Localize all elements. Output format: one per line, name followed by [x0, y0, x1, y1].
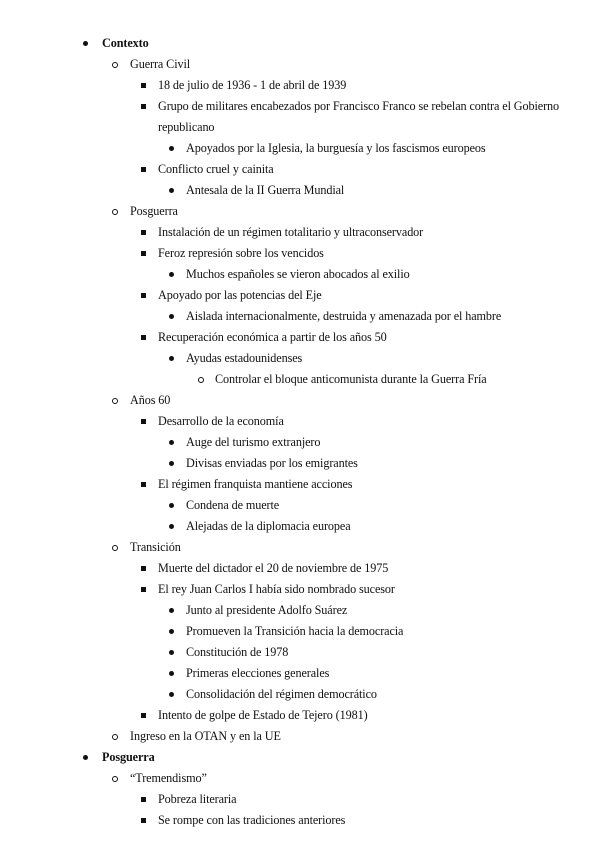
outline-item: Muchos españoles se vieron abocados al exilio [186, 267, 410, 281]
outline-item: Grupo de militares encabezados por Francisco Franco se rebelan contra el Gobierno republicano [158, 99, 560, 134]
circle-bullet-icon [198, 377, 204, 383]
outline-item: Aislada internacionalmente, destruida y amenazada por el hambre [186, 309, 502, 323]
outline-item: Controlar el bloque anticomunista durante la Guerra Fría [215, 372, 487, 386]
circle-bullet-icon [112, 209, 118, 215]
outline-item: Divisas enviadas por los emigrantes [186, 456, 358, 470]
disc-bullet-icon [169, 650, 174, 655]
outline-item: 18 de julio de 1936 - 1 de abril de 1939 [158, 78, 347, 92]
square-bullet-icon [141, 482, 146, 487]
outline-item: Años 60 [130, 393, 171, 407]
disc-bullet-icon [169, 629, 174, 634]
outline-item: Auge del turismo extranjero [186, 435, 321, 449]
outline-item: Promueven la Transición hacia la democracia [186, 624, 404, 638]
square-bullet-icon [141, 167, 146, 172]
disc-bullet-icon [169, 356, 174, 361]
disc-bullet-icon [169, 146, 174, 151]
square-bullet-icon [141, 587, 146, 592]
outline-item: “Tremendismo” [130, 771, 207, 785]
square-bullet-icon [141, 797, 146, 802]
disc-bullet-icon [169, 440, 174, 445]
square-bullet-icon [141, 251, 146, 256]
square-bullet-icon [141, 293, 146, 298]
disc-bullet-icon [169, 314, 174, 319]
outline-item: Desarrollo de la economía [158, 414, 284, 428]
disc-bullet-icon [169, 188, 174, 193]
disc-bullet-icon [83, 41, 88, 46]
circle-bullet-icon [112, 545, 118, 551]
outline-item: Contexto [102, 36, 149, 50]
outline-item: Transición [130, 540, 181, 554]
outline-item: Pobreza literaria [158, 792, 237, 806]
square-bullet-icon [141, 335, 146, 340]
square-bullet-icon [141, 104, 146, 109]
outline-item: Intento de golpe de Estado de Tejero (1981) [158, 708, 368, 722]
outline-item: El rey Juan Carlos I había sido nombrado sucesor [158, 582, 395, 596]
square-bullet-icon [141, 230, 146, 235]
outline-item: Junto al presidente Adolfo Suárez [186, 603, 348, 617]
outline-item: El régimen franquista mantiene acciones [158, 477, 353, 491]
outline-item: Ayudas estadounidenses [186, 351, 303, 365]
circle-bullet-icon [112, 776, 118, 782]
outline-item: Feroz represión sobre los vencidos [158, 246, 324, 260]
outline-item: Instalación de un régimen totalitario y ultraconservador [158, 225, 424, 239]
outline-item: Guerra Civil [130, 57, 191, 71]
square-bullet-icon [141, 419, 146, 424]
disc-bullet-icon [169, 503, 174, 508]
disc-bullet-icon [169, 524, 174, 529]
outline-item: Alejadas de la diplomacia europea [186, 519, 351, 533]
square-bullet-icon [141, 83, 146, 88]
outline-item: Posguerra [130, 204, 178, 218]
square-bullet-icon [141, 818, 146, 823]
outline-item: Condena de muerte [186, 498, 280, 512]
circle-bullet-icon [112, 734, 118, 740]
disc-bullet-icon [83, 755, 88, 760]
outline-item: Consolidación del régimen democrático [186, 687, 377, 701]
outline-item: Conflicto cruel y cainita [158, 162, 274, 176]
disc-bullet-icon [169, 692, 174, 697]
outline-item: Apoyados por la Iglesia, la burguesía y los fascismos europeos [186, 141, 486, 155]
outline-item: Posguerra [102, 750, 155, 764]
square-bullet-icon [141, 713, 146, 718]
outline-item: Primeras elecciones generales [186, 666, 330, 680]
outline-item: Ingreso en la OTAN y en la UE [130, 729, 281, 743]
outline-item: Recuperación económica a partir de los años 50 [158, 330, 387, 344]
circle-bullet-icon [112, 398, 118, 404]
outline-item: Constitución de 1978 [186, 645, 289, 659]
square-bullet-icon [141, 566, 146, 571]
disc-bullet-icon [169, 671, 174, 676]
outline-item: Antesala de la II Guerra Mundial [186, 183, 345, 197]
circle-bullet-icon [112, 62, 118, 68]
disc-bullet-icon [169, 608, 174, 613]
outline-item: Apoyado por las potencias del Eje [158, 288, 322, 302]
outline-item: Se rompe con las tradiciones anteriores [158, 813, 346, 827]
outline-item: Muerte del dictador el 20 de noviembre de 1975 [158, 561, 389, 575]
disc-bullet-icon [169, 272, 174, 277]
disc-bullet-icon [169, 461, 174, 466]
